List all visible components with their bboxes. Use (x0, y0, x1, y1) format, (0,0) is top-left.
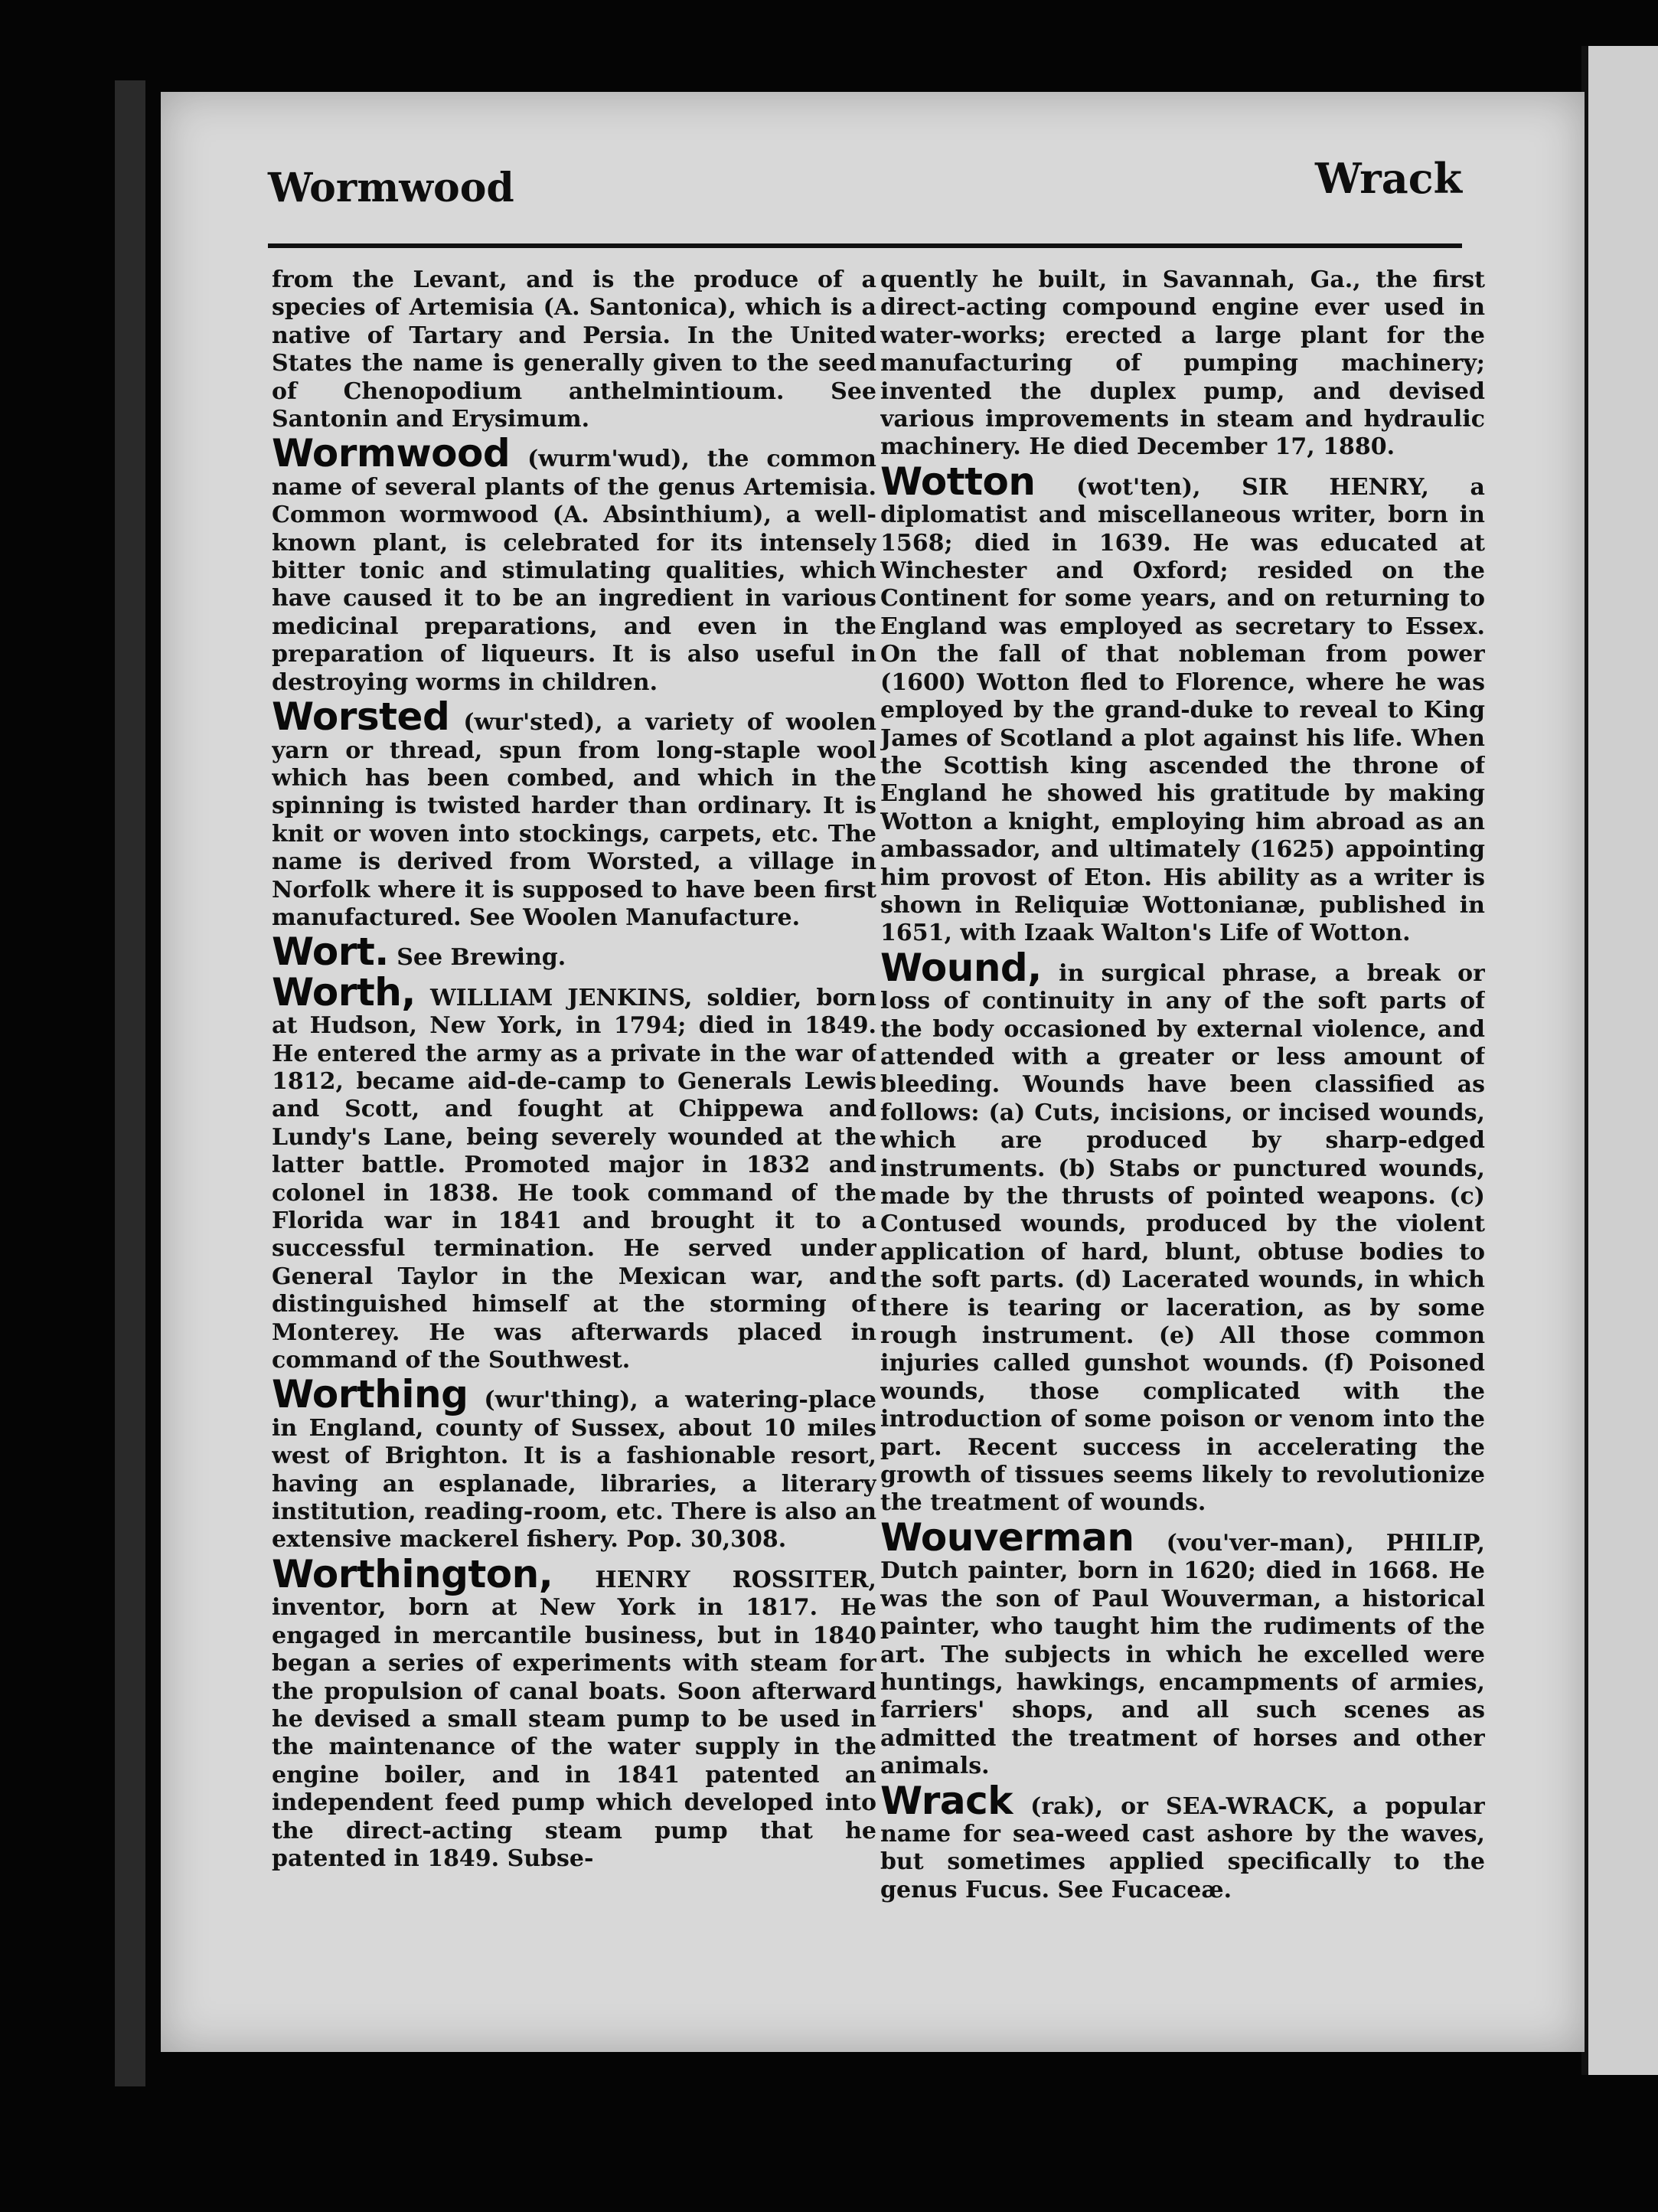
entry (880, 459, 1485, 948)
entry-text: quently he built, in Savannah, Ga., the first direct-acting compound engine ever used in water-works; erected a large plant for the manufacturing of pumping machinery; invented the duplex pump, and devised various improvements in steam and hydraulic machinery. He died December 17, 1880. (880, 266, 1485, 461)
entry (272, 259, 876, 433)
entry-headword: Worth, (272, 969, 416, 1015)
header-rule (268, 243, 1462, 248)
right-column (880, 259, 1485, 1982)
entry (272, 1551, 876, 1873)
entry (272, 969, 876, 1375)
entry (880, 1514, 1485, 1781)
entry-text: in surgical phrase, a break or loss of continuity in any of the soft parts of the body occasioned by external violence, and attended with a greater or less amount of bleeding. Wounds have been classified as follows: (a) Cuts, incisions, or incised wounds, which are produced by sharp-edged instruments. (b) Stabs or punctured wounds, made by the thrusts of pointed weapons. (c) Contused wounds, produced by the violent application of hard, blunt, obtuse bodies to the soft parts. (d) Lacerated wounds, in which there is tearing or laceration, as by some rough instrument. (e) All those common injuries called gunshot wounds. (f) Poisoned wounds, those complicated with the introduction of some poison or venom into the part. Recent success in accelerating the growth of tissues seems likely to revolutionize the treatment of wounds. (880, 959, 1485, 1517)
entry-headword: Wrack (880, 1778, 1013, 1823)
entry-text: HENRY ROSSITER, inventor, born at New York in 1817. He engaged in mercantile business, but in 1840 began a series of experiments with steam for the propulsion of canal boats. Soon afterward he devised a small steam pump to be used in the maintenance of the water supply in the engine boiler, and in 1841 patented an independent feed pump which developed into the direct-acting steam pump that he patented in 1849. Subse- (272, 1566, 876, 1872)
entry (880, 945, 1485, 1518)
guide-word-right: Wrack (1315, 154, 1462, 203)
left-column (272, 259, 876, 1982)
entry-headword: Worthington, (272, 1551, 553, 1596)
entry-text: (wur'thing), a watering-place in England, county of Sussex, about 10 miles west of Brighton. It is a fashionable resort, having an esplanade, libraries, a literary institution, reading-room, etc. There is also an extensive mackerel fishery. Pop. 30,308. (272, 1387, 876, 1554)
guide-word-left: Wormwood (268, 165, 514, 211)
binding-edge (115, 80, 145, 2086)
entry-headword: Wormwood (272, 431, 511, 476)
entry-text: WILLIAM JENKINS, soldier, born at Hudson, New York, in 1794; died in 1849. He entered the army as a private in the war of 1812, became aid-de-camp to Generals Lewis and Scott, and fought at Chippewa and Lundy's Lane, being severely wounded at the latter battle. Promoted major in 1832 and colonel in 1838. He took command of the Florida war in 1841 and brought it to a successful termination. He served under General Taylor in the Mexican war, and distinguished himself at the storming of Monterey. He was afterwards placed in command of the Southwest. (272, 984, 876, 1374)
entry-text: (rak), or SEA-WRACK, a popular name for sea-weed cast ashore by the waves, but sometimes applied specifically to the genus Fucus. See Fucaceæ. (880, 1792, 1485, 1903)
entry (880, 259, 1485, 462)
entry (272, 930, 876, 975)
entry-text: (wur'sted), a variety of woolen yarn or thread, spun from long-staple wool which has been combed, and which in the spinning is twisted harder than ordinary. It is knit or woven into stockings, carpets, etc. The name is derived from Worsted, a village in Norfolk where it is supposed to have been first manufactured. See Woolen Manufacture. (272, 709, 876, 931)
dictionary-page (161, 92, 1585, 2052)
entry-headword: Worsted (272, 694, 450, 740)
entry-text: (wot'ten), SIR HENRY, a diplomatist and miscellaneous writer, born in 1568; died in 1639. He was educated at Winchester and Oxford; resided on the Continent for some years, and on returning to England was employed as secretary to Essex. On the fall of that nobleman from power (1600) Wotton fled to Florence, where he was employed by the grand-duke to reveal to King James of Scotland a plot against his life. When the Scottish king ascended the throne of England he showed his gratitude by making Wotton a knight, employing him abroad as an ambassador, and ultimately (1625) appointing him provost of Eton. His ability as a writer is shown in Reliquiæ Wottonianæ, published in 1651, with Izaak Walton's Life of Wotton. (880, 473, 1485, 947)
entry-headword: Wort. (272, 930, 389, 975)
entry-text: See Brewing. (397, 944, 566, 972)
adjacent-page-edge (1588, 46, 1658, 2075)
entry (272, 1372, 876, 1554)
entry-headword: Worthing (272, 1372, 468, 1417)
entry-text: from the Levant, and is the produce of a species of Artemisia (A. Santonica), which is a native of Tartary and Persia. In the United States the name is generally given to the seed of Chenopodium anthelmintioum. See Santonin and Erysimum. (272, 266, 876, 433)
entry-headword: Wotton (880, 459, 1036, 504)
entry-text: (wurm'wud), the common name of several plants of the genus Artemisia. Common wormwood (A. Absinthium), a well-known plant, is celebrated for its intensely bitter tonic and stimulating qualities, which have caused it to be an ingredient in various medicinal preparations, and even in the preparation of liqueurs. It is also useful in destroying worms in children. (272, 446, 876, 696)
entry-headword: Wouverman (880, 1514, 1134, 1560)
entry-headword: Wound, (880, 945, 1042, 990)
running-header (268, 154, 1462, 256)
entry (272, 694, 876, 932)
entry (880, 1778, 1485, 1905)
entry-text: (vou'ver-man), PHILIP, Dutch painter, born in 1620; died in 1668. He was the son of Paul Wouverman, a historical painter, who taught him the rudiments of the art. The subjects in which he excelled were huntings, hawkings, encampments of armies, farriers' shops, and all such scenes as admitted the treatment of horses and other animals. (880, 1529, 1485, 1780)
entry (272, 431, 876, 697)
